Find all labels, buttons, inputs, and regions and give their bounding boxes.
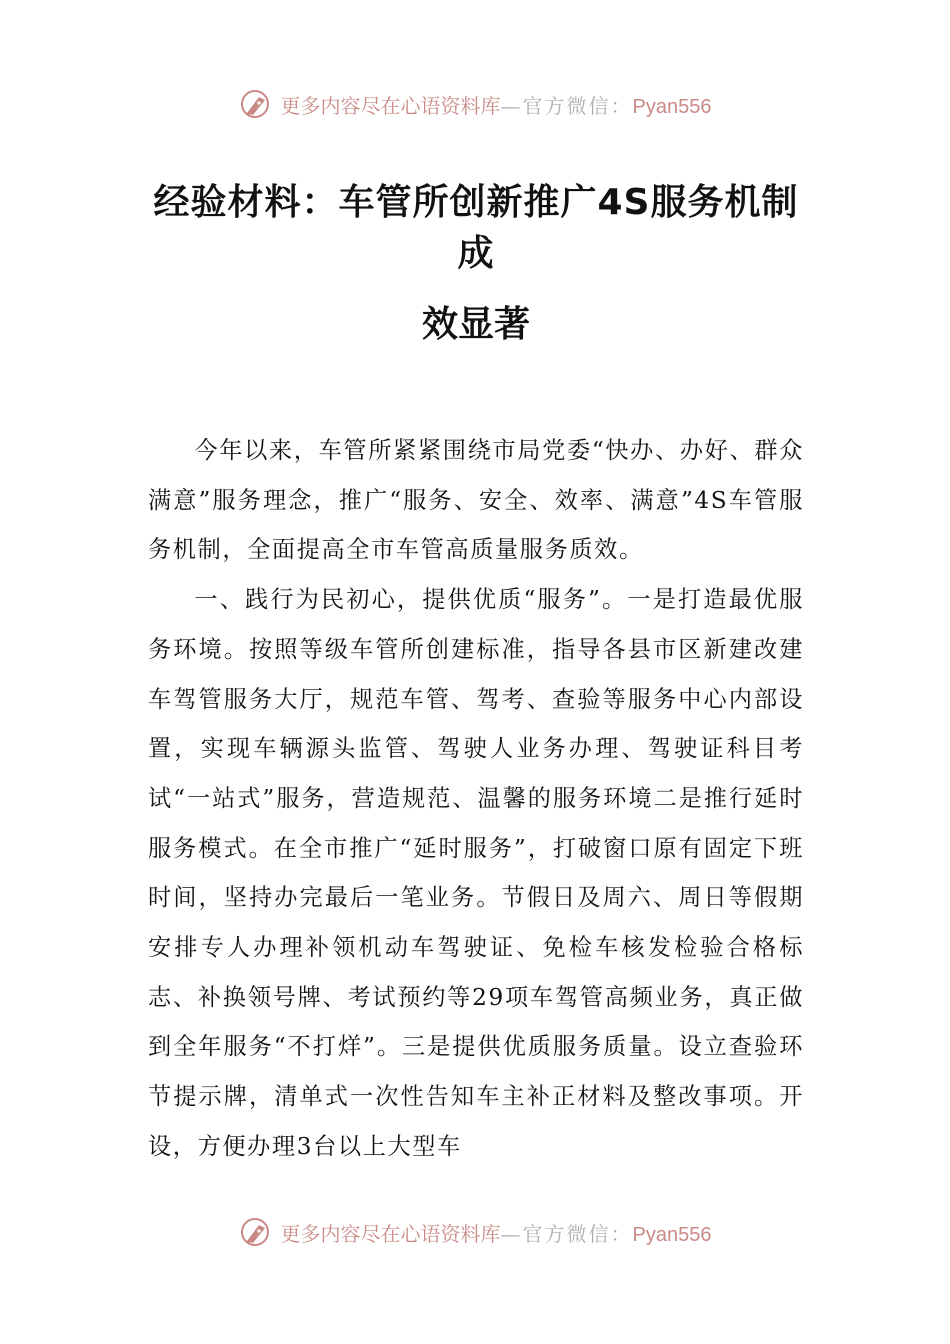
watermark-text (281, 90, 712, 119)
watermark-dash: — (500, 93, 523, 118)
document-body (148, 426, 804, 1172)
watermark-wechat-id: Pyan556 (632, 95, 712, 118)
watermark-site-text: 更多内容尽在心语资料库 (280, 93, 501, 118)
pen-nib-logo-icon (239, 1215, 273, 1249)
watermark-official-label: 官方微信： (522, 1221, 633, 1246)
header-watermark (0, 84, 950, 124)
watermark-text (281, 1218, 712, 1247)
paragraph-intro: 今年以来，车管所紧紧围绕市局党委“快办、办好、群众满意”服务理念，推广“服务、安全、效率、满意”4S车管服务机制，全面提高全市车管高质量服务质效。 (148, 437, 804, 564)
pen-nib-logo-icon (239, 87, 273, 121)
watermark-wechat-id: Pyan556 (632, 1223, 712, 1246)
watermark-dash: — (500, 1221, 523, 1246)
footer-watermark (0, 1212, 950, 1252)
watermark-site-text: 更多内容尽在心语资料库 (280, 1221, 501, 1246)
document-title-line-1: 经验材料：车管所创新推广4S服务机制成 (153, 182, 799, 274)
paragraph-section-1: 一、践行为民初心，提供优质“服务”。一是打造最优服务环境。按照等级车管所创建标准，指导各县市区新建改建车驾管服务大厅，规范车管、驾考、查验等服务中心内部设置，实现车辆源头监管、驾驶人业务办理、驾驶证科目考试“一站式”服务，营造规范、温馨的服务环境二是推行延时服务模式。在全市推广“延时服务”，打破窗口原有固定下班时间，坚持办完最后一笔业务。节假日及周六、周日等假期安排专人办理补领机动车驾驶证、免检车核发检验合格标志、补换领号牌、考试预约等29项车驾管高频业务，真正做到全年服务“不打烊”。三是提供优质服务质量。设立查验环节提示牌，清单式一次性告知车主补正材料及整改事项。开设，方便办理3台以上大型车 (148, 586, 804, 1160)
document-title-line-2: 效显著 (421, 304, 530, 345)
watermark-official-label: 官方微信： (522, 93, 633, 118)
